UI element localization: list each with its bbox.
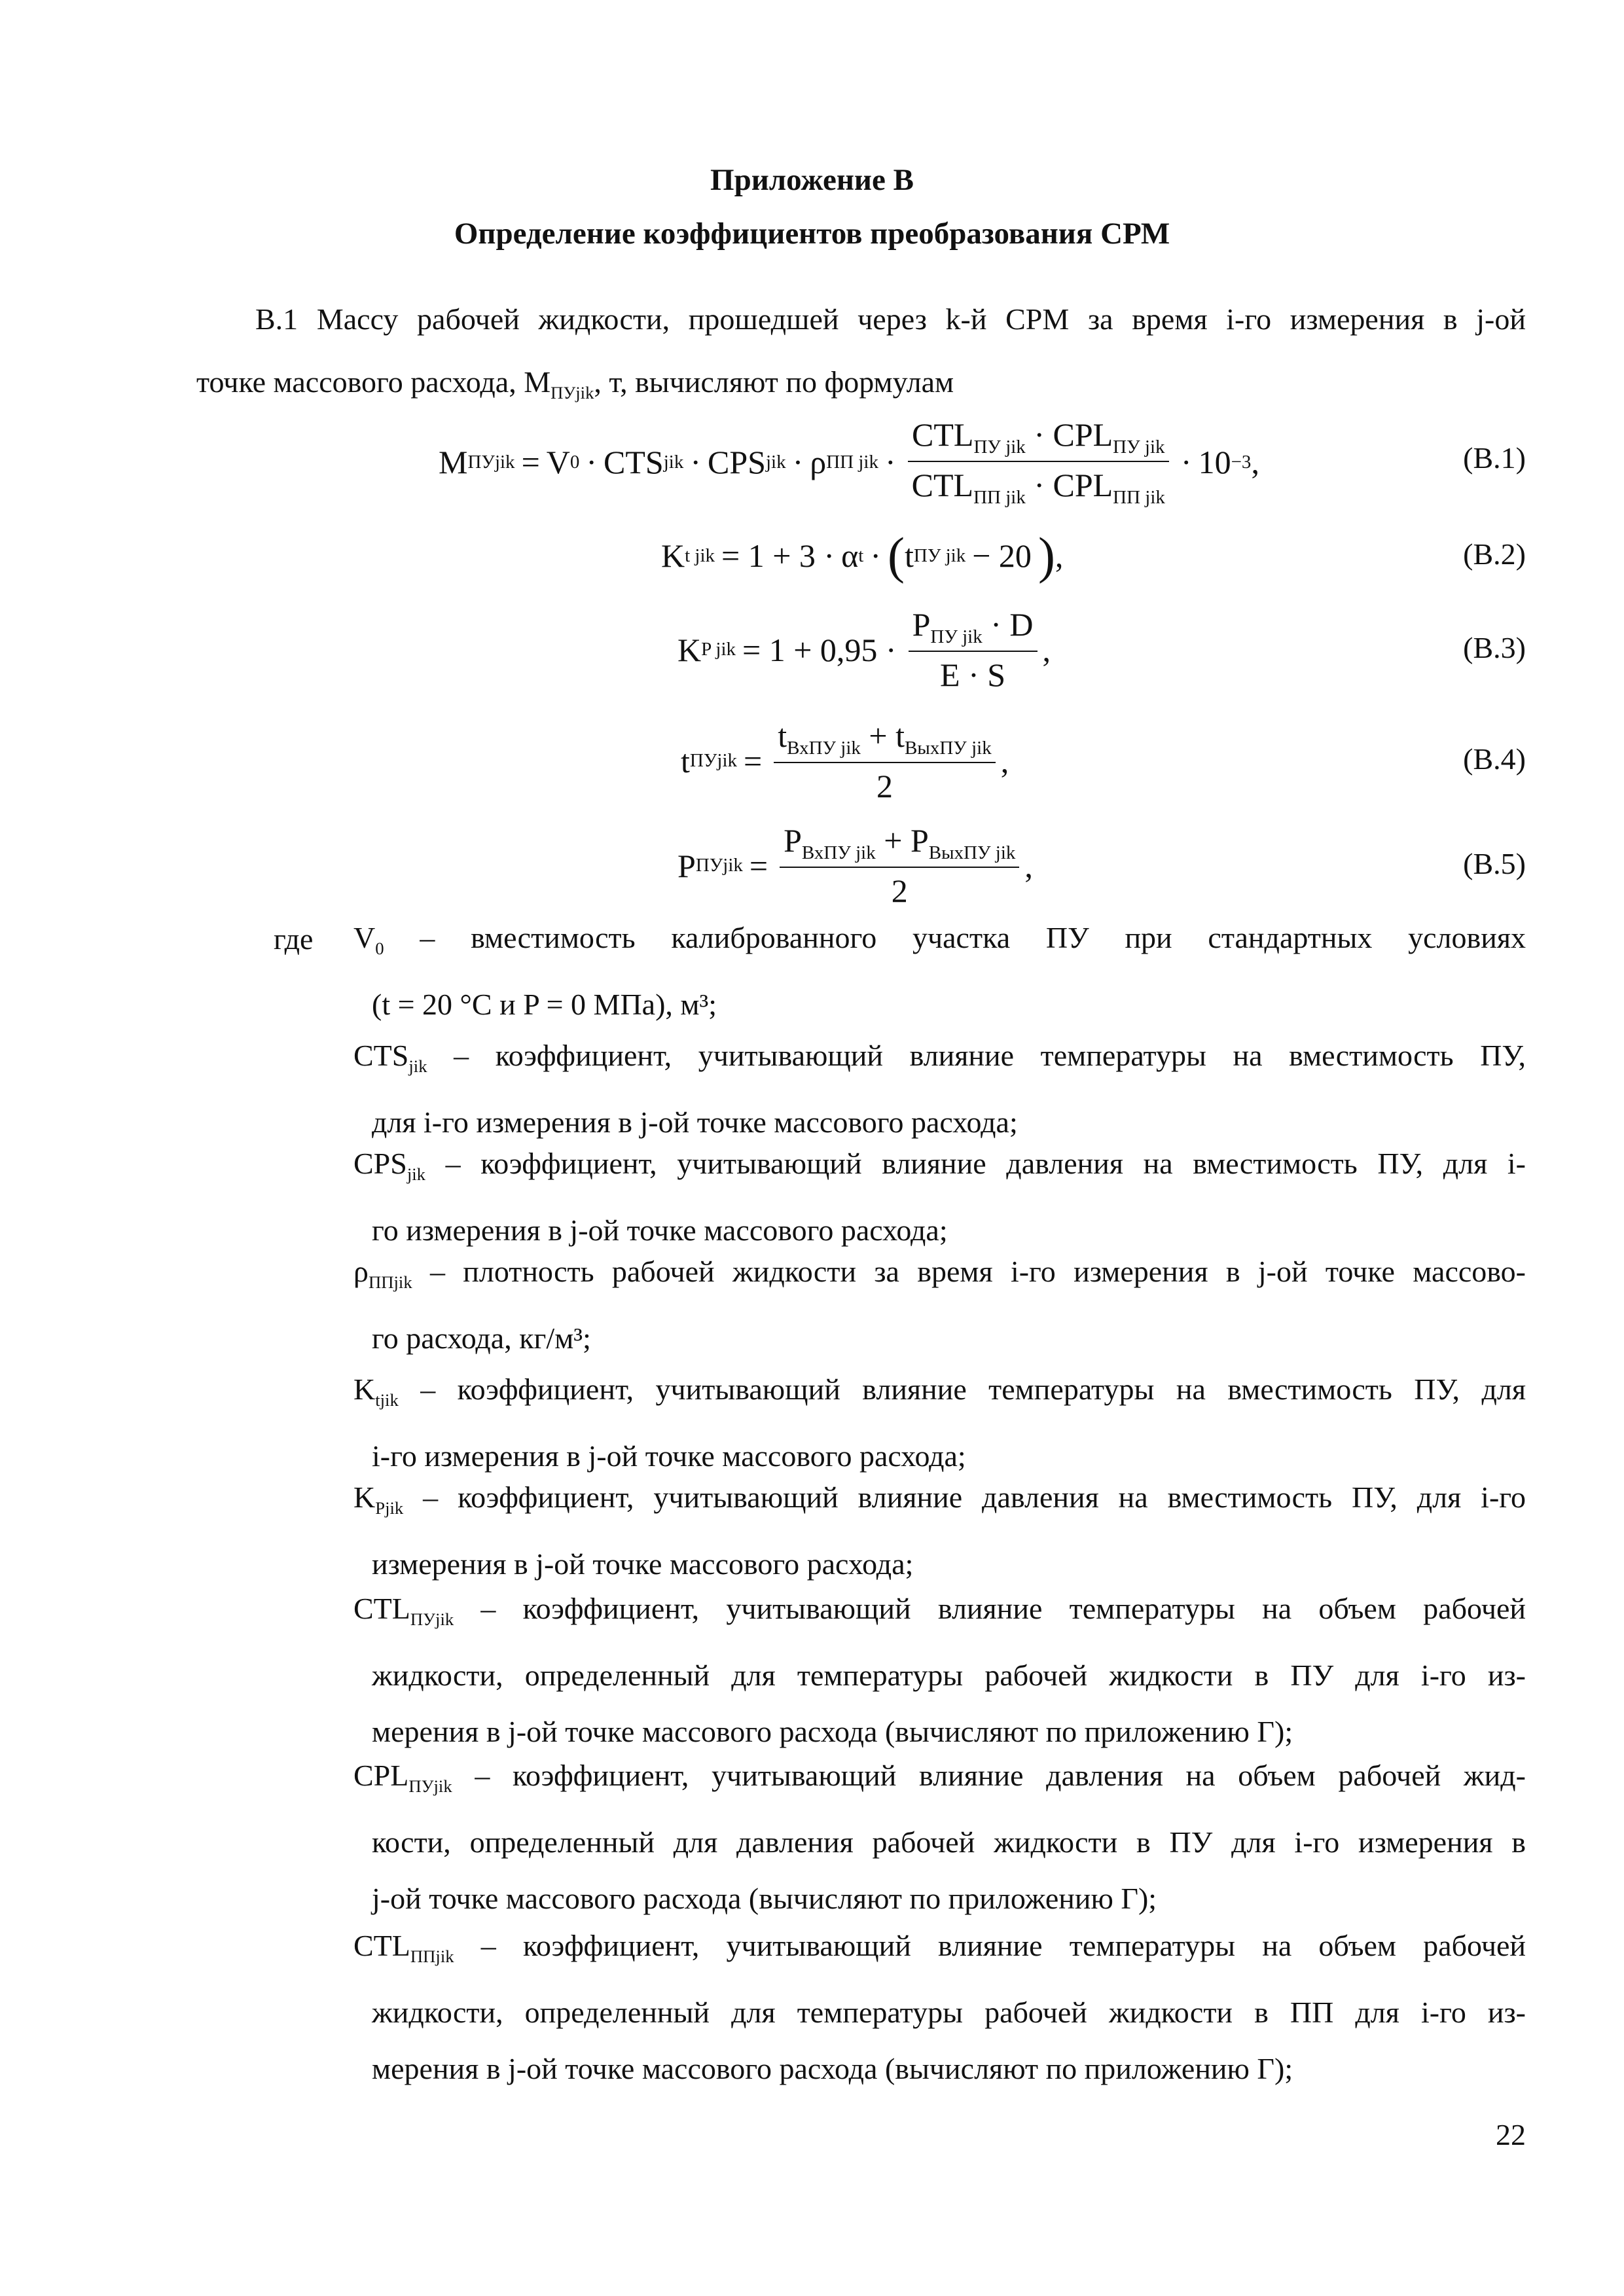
equation-b1-body: M ПУjik = V 0 · CTS jik · CPS jik · ρ ПП jik · $\frac{CTL_{ПУ jik} \cdot CPL_{ПУ jik}}{CTL_{ПП jik} \cdot CPL_{ПП jik}}$ · 10 −3 , [439,416,1259,508]
where-item-cps: $CPS_{jik}$ – коэффициент, учитывающий влияние давления на вместимость ПУ, для i- го измерения в j-ой точке массового расхода; [353,1147,1526,1247]
equation-b1-fraction: $\frac{CTL_{ПУ jik} \cdot CPL_{ПУ jik}}{CTL_{ПП jik} \cdot CPL_{ПП jik}}$ [908,416,1169,509]
equation-b3-body: K P jik = 1 + 0,95 · $\frac{P_{ПУ jik} \cdot D}{E \cdot S}$ , [677,606,1051,693]
intro-line-2: точке массового расхода, $M_{ПУjik}$, т, вычисляют по формулам [196,365,954,403]
equation-b4-number: (В.4) [1463,742,1526,776]
equation-b3-fraction: $\frac{P_{ПУ jik} \cdot D}{E \cdot S}$ [909,605,1038,694]
equation-b4-fraction: $\frac{t_{ВхПУ jik} + t_{ВыхПУ jik}}{2}$ [774,717,996,805]
where-item-v0: $V_0$ – вместимость калиброванного участка ПУ при стандартных условиях (t = 20 °С и P = 0 МПа), м³; [353,921,1526,1022]
equation-b4-body: t ПУjik = $\frac{t_{ВхПУ jik} + t_{ВыхПУ jik}}{2}$ , [681,717,1009,804]
equation-b2 [0,524,1624,589]
intro-line-1: В.1 Массу рабочей жидкости, прошедшей через k-й СРМ за время i-го измерения в j-ой [255,302,1526,336]
page-number: 22 [1496,2118,1526,2151]
where-item-rho: $\rho_{ППjik}$ – плотность рабочей жидкости за время i-го измерения в j-ой точке массово- го расхода, кг/м³; [353,1255,1526,1355]
appendix-subtitle: Определение коэффициентов преобразования СРМ [454,217,1170,251]
equation-b5-fraction: $\frac{P_{ВхПУ jik} + P_{ВыхПУ jik}}{2}$ [780,821,1019,910]
equation-b2-body: K t jik = 1 + 3 · α t · ( t ПУ jik − 20 ) , [661,527,1064,584]
equation-b1 [0,409,1624,514]
where-item-cts: $CTS_{jik}$ – коэффициент, учитывающий влияние температуры на вместимость ПУ, для i-го измерения в j-ой точке массового расхода; [353,1039,1526,1139]
equation-b5-number: (В.5) [1463,847,1526,880]
appendix-title: Приложение В [710,163,914,197]
intro-paragraph [196,288,1526,424]
where-item-kt: $K_{tjik}$ – коэффициент, учитывающий влияние температуры на вместимость ПУ, для i-го измерения в j-ой точке массового расхода; [353,1372,1526,1473]
where-item-ctl-pp: $CTL_{ППjik}$ – коэффициент, учитывающий влияние температуры на объем рабочей жидкости, определенный для температуры рабочей жидкости в ПП для i-го из- мерения в j-ой точке массового расхода (вычисляют по приложению Г); [353,1929,1526,2086]
equation-b3 [0,599,1624,697]
where-item-ctl-pu: $CTL_{ПУjik}$ – коэффициент, учитывающий влияние температуры на объем рабочей жидкости, определенный для температуры рабочей жидкости в ПУ для i-го из- мерения в j-ой точке массового расхода (вычисляют по приложению Г); [353,1592,1526,1749]
equation-b3-number: (В.3) [1463,631,1526,664]
where-item-cpl-pu: $CPL_{ПУjik}$ – коэффициент, учитывающий влияние давления на объем рабочей жид- кости, определенный для давления рабочей жидкости в ПУ для i-го измерения в j-ой точке массового расхода (вычисляют по приложению Г); [353,1759,1526,1916]
equation-b2-number: (В.2) [1463,537,1526,571]
equation-b5-body: P ПУjik = $\frac{P_{ВхПУ jik} + P_{ВыхПУ jik}}{2}$ , [677,822,1033,909]
equation-b5 [0,815,1624,913]
equation-b1-number: (В.1) [1463,441,1526,475]
where-label: где [274,922,314,956]
where-item-kp: $K_{Pjik}$ – коэффициент, учитывающий влияние давления на вместимость ПУ, для i-го измерения в j-ой точке массового расхода; [353,1480,1526,1581]
equation-b4 [0,710,1624,808]
